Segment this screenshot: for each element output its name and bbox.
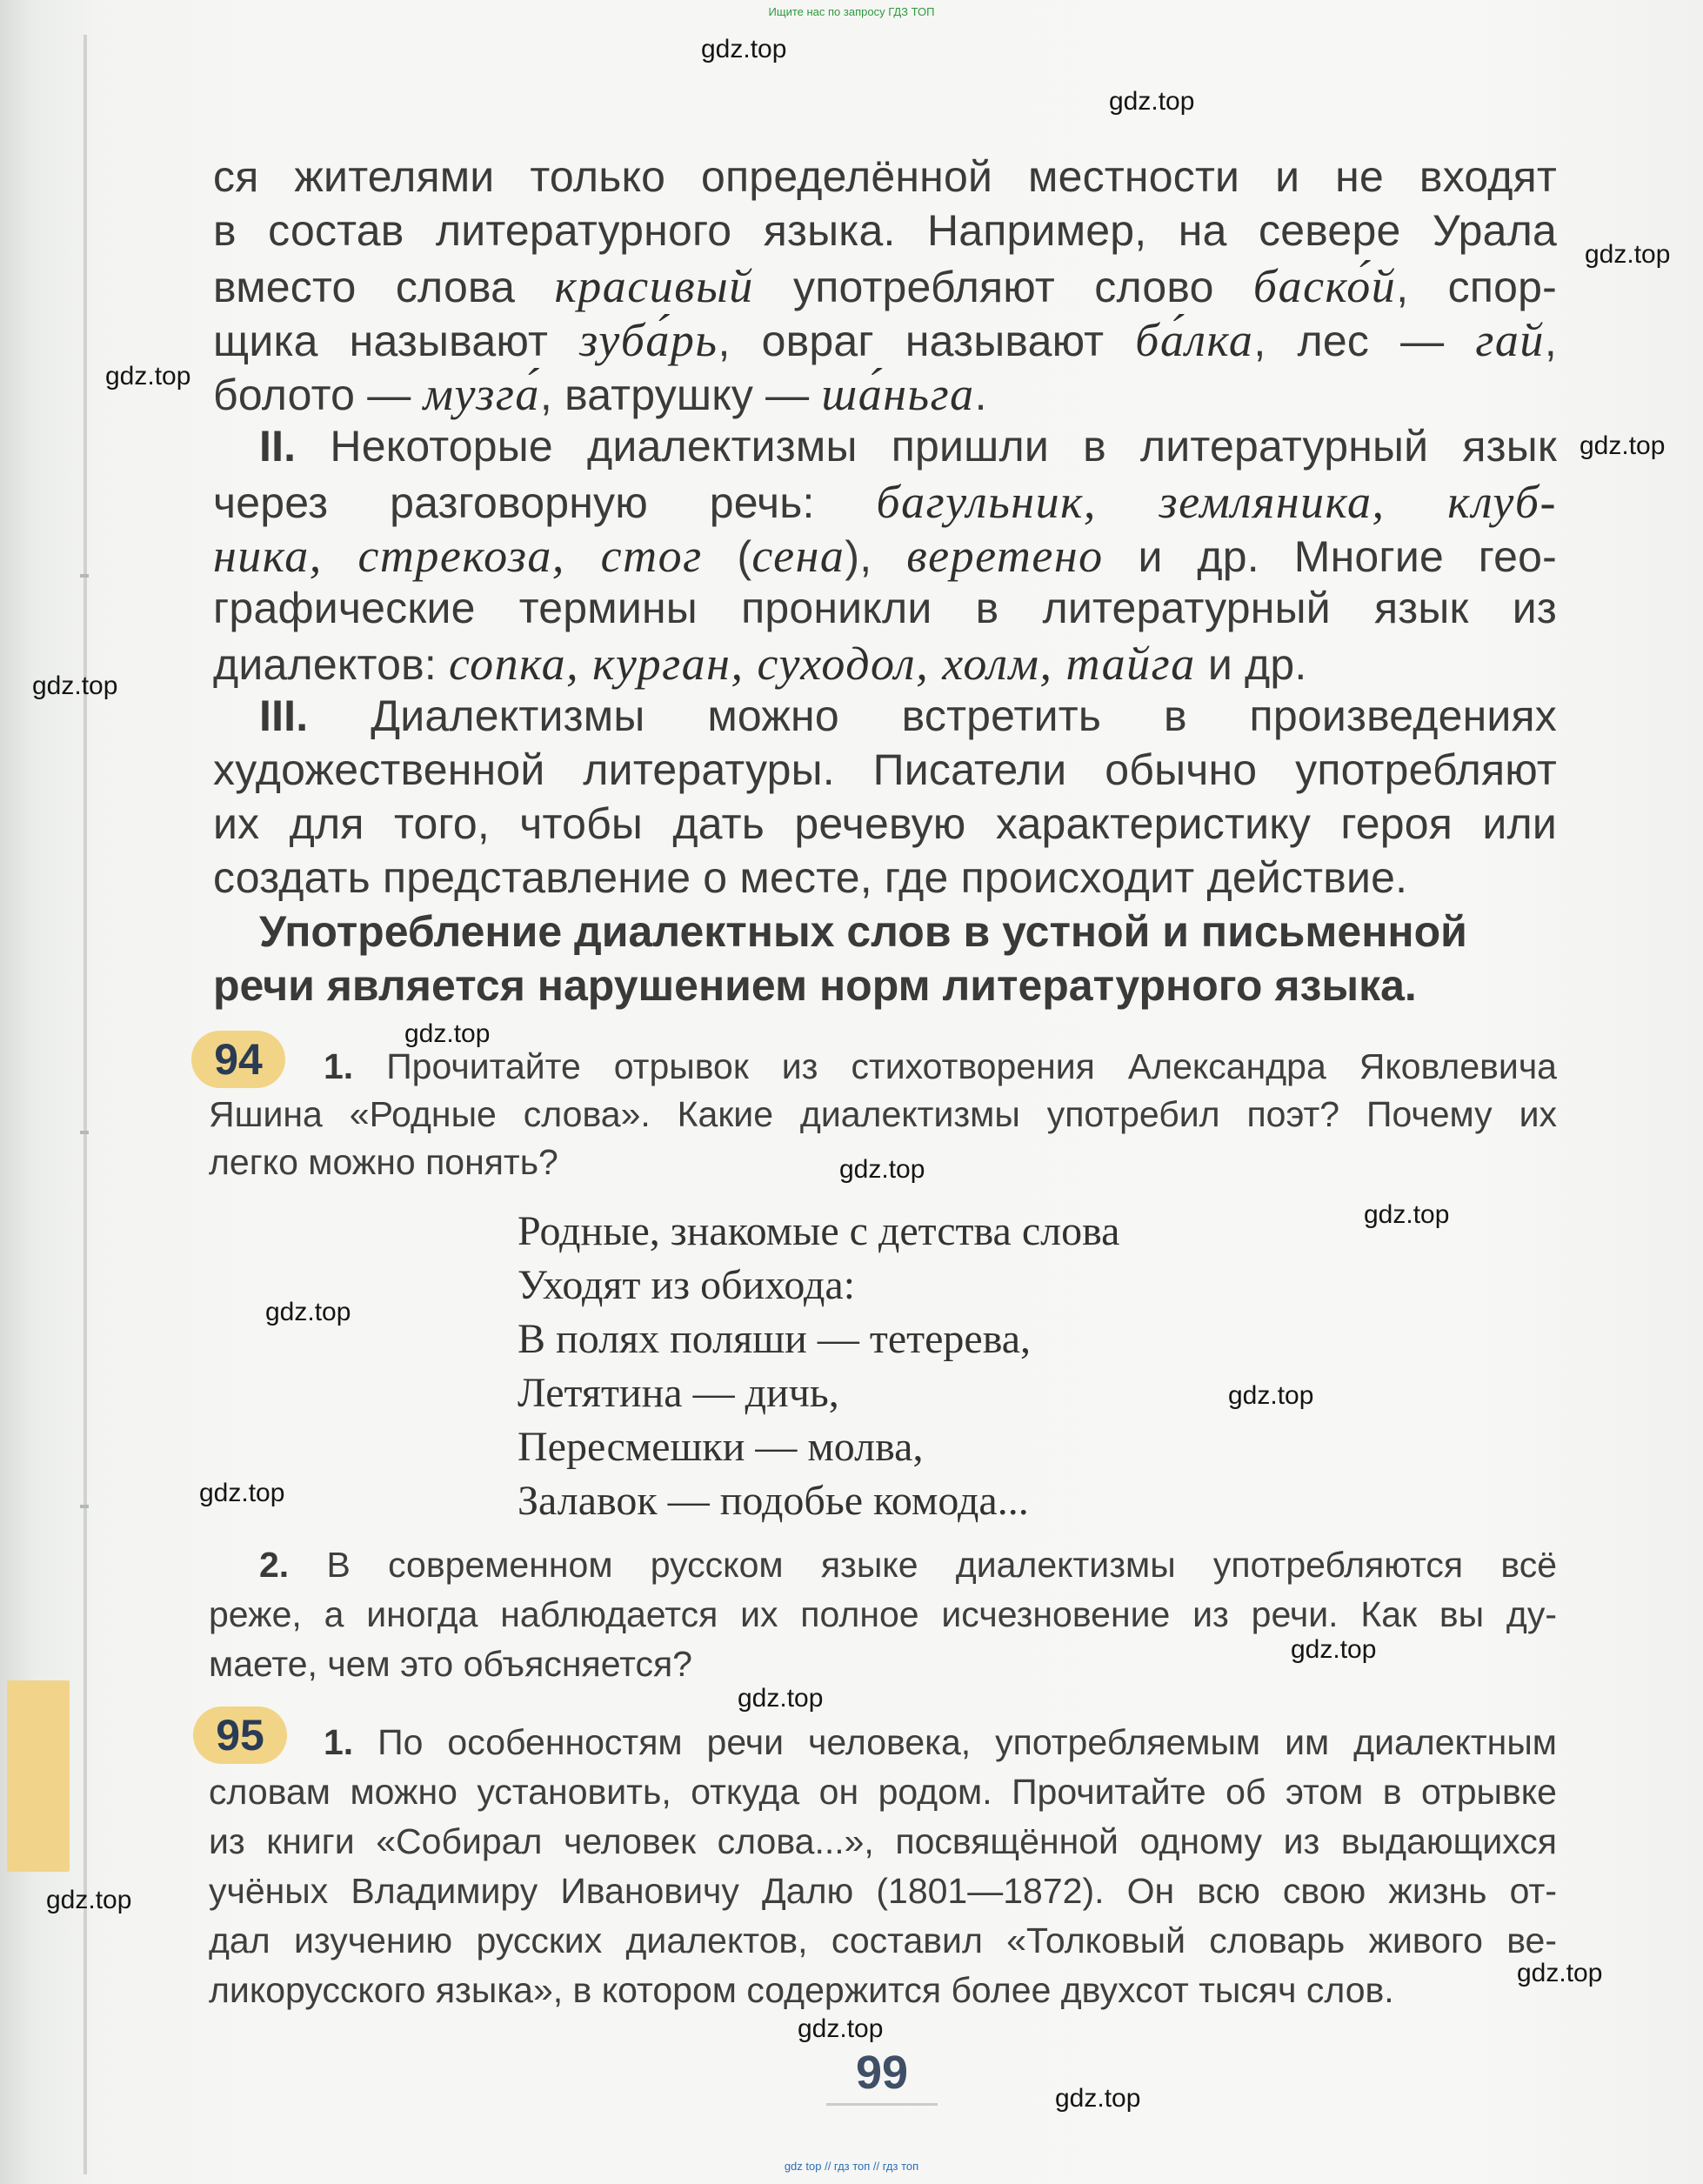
exercise-number-badge: 95 <box>193 1706 287 1764</box>
dialect-word: ба́лка <box>1135 314 1254 366</box>
watermark: gdz.top <box>701 35 787 63</box>
task-line: дал изучению русских диалектов, составил «Толковый словарь живого ве- <box>209 1920 1557 1960</box>
top-banner: Ищите нас по запросу ГДЗ ТОП <box>768 5 935 18</box>
task-line: Яшина «Родные слова». Какие диалектизмы употребил поэт? Почему их <box>209 1094 1557 1134</box>
bottom-banner: gdz top // гдз топ // гдз топ <box>784 2160 919 2173</box>
exercise-number-badge: 94 <box>191 1031 285 1088</box>
item-marker: III. <box>259 691 309 740</box>
watermark: gdz.top <box>1291 1635 1377 1664</box>
watermark: gdz.top <box>404 1019 491 1048</box>
item-marker: 1. <box>324 1722 354 1762</box>
text-line: III. Диалектизмы можно встретить в произведениях <box>259 691 1557 740</box>
text-line: графические термины проникли в литературный язык из <box>213 584 1557 632</box>
text-line: ника, стрекоза, стог (сена), веретено и др. Многие гео- <box>213 530 1557 582</box>
page-number: 99 <box>855 2047 909 2099</box>
poem-line: Родные, знакомые с детства слова <box>518 1208 1120 1254</box>
dialect-word: сопка, курган, суходол, холм, тайга <box>449 638 1196 690</box>
watermark: gdz.top <box>265 1298 351 1326</box>
task-line: легко можно понять? <box>209 1142 558 1182</box>
dialect-word: красивый <box>554 260 754 312</box>
text-line: вместо слова красивый употребляют слово баско́й, спор- <box>213 260 1557 312</box>
task-line: 1. Прочитайте отрывок из стихотворения Александра Яковлевича <box>324 1046 1557 1086</box>
task-line: из книги «Собирал человек слова...», посвящённой одному из выдающихся <box>209 1821 1557 1861</box>
text-line: в состав литературного языка. Например, на севере Урала <box>213 206 1557 255</box>
text-line: через разговорную речь: багульник, земляника, клуб- <box>213 476 1558 528</box>
text-line: художественной литературы. Писатели обычно употребляют <box>213 745 1557 794</box>
text-line: диалектов: сопка, курган, суходол, холм, тайга и др. <box>213 638 1307 690</box>
text-line: их для того, чтобы дать речевую характеристику героя или <box>213 799 1557 848</box>
watermark: gdz.top <box>798 2014 884 2043</box>
watermark: gdz.top <box>1228 1381 1314 1410</box>
watermark: gdz.top <box>1055 2084 1141 2113</box>
watermark: gdz.top <box>105 362 191 391</box>
binding-mark <box>80 1505 89 1508</box>
watermark: gdz.top <box>46 1886 132 1914</box>
dialect-word: баско́й <box>1252 260 1397 312</box>
dialect-word: зуба́рь <box>579 314 718 366</box>
task-line: ликорусского языка», в котором содержится более двухсот тысяч слов. <box>209 1970 1394 2010</box>
watermark: gdz.top <box>1517 1959 1603 1987</box>
dialect-word: гай <box>1475 314 1545 366</box>
dialect-word: ша́ньга <box>821 368 975 420</box>
poem-line: Летятина — дичь, <box>518 1370 839 1416</box>
task-line: учёных Владимиру Ивановичу Далю (1801—1872). Он всю свою жизнь от- <box>209 1871 1557 1911</box>
text-line: щика называют зуба́рь, овраг называют ба́лка, лес — гай, <box>213 314 1557 366</box>
text-line: болото — музга́, ватрушку — ша́ньга. <box>213 368 987 420</box>
text-line: создать представление о месте, где происходит действие. <box>213 853 1408 902</box>
item-marker: 2. <box>259 1545 290 1585</box>
poem-line: Уходят из обихода: <box>518 1262 856 1308</box>
task-line: 2. В современном русском языке диалектизмы употребляются всё <box>259 1545 1557 1585</box>
watermark: gdz.top <box>1579 431 1666 460</box>
poem-line: В полях поляши — тетерева, <box>518 1316 1032 1362</box>
poem-line: Залавок — подобье комода... <box>518 1478 1029 1524</box>
rule-text: Употребление диалектных слов в устной и письменной <box>259 907 1467 956</box>
book-spine <box>83 35 87 2174</box>
watermark: gdz.top <box>839 1155 925 1184</box>
side-color-tab <box>7 1680 70 1872</box>
task-line: реже, а иногда наблюдается их полное исчезновение из речи. Как вы ду- <box>209 1594 1557 1634</box>
page-number-underline <box>826 2103 938 2106</box>
watermark: gdz.top <box>32 671 118 700</box>
task-line: словам можно установить, откуда он родом. Прочитайте об этом в отрывке <box>209 1772 1557 1812</box>
item-marker: II. <box>259 422 297 471</box>
dialect-word: музга́ <box>423 368 540 420</box>
rule-text: речи является нарушением норм литературного языка. <box>213 961 1417 1010</box>
text-line: ся жителями только определённой местности и не входят <box>213 152 1557 201</box>
watermark: gdz.top <box>738 1684 824 1713</box>
dialect-word: ника, стрекоза, стог <box>213 530 703 582</box>
binding-mark <box>80 574 89 578</box>
watermark: gdz.top <box>1109 87 1195 116</box>
binding-mark <box>80 1131 89 1134</box>
dialect-word: сена <box>751 530 845 582</box>
watermark: gdz.top <box>1585 240 1671 269</box>
task-line: маете, чем это объясняется? <box>209 1644 692 1684</box>
watermark: gdz.top <box>1364 1200 1450 1229</box>
dialect-word: веретено <box>906 530 1104 582</box>
dialect-word: багульник, земляника, клуб- <box>876 476 1558 528</box>
poem-line: Пересмешки — молва, <box>518 1424 924 1470</box>
task-line: 1. По особенностям речи человека, употребляемым им диалектным <box>324 1722 1557 1762</box>
watermark: gdz.top <box>199 1479 285 1507</box>
item-marker: 1. <box>324 1046 354 1086</box>
text-line: II. Некоторые диалектизмы пришли в литературный язык <box>259 422 1557 471</box>
